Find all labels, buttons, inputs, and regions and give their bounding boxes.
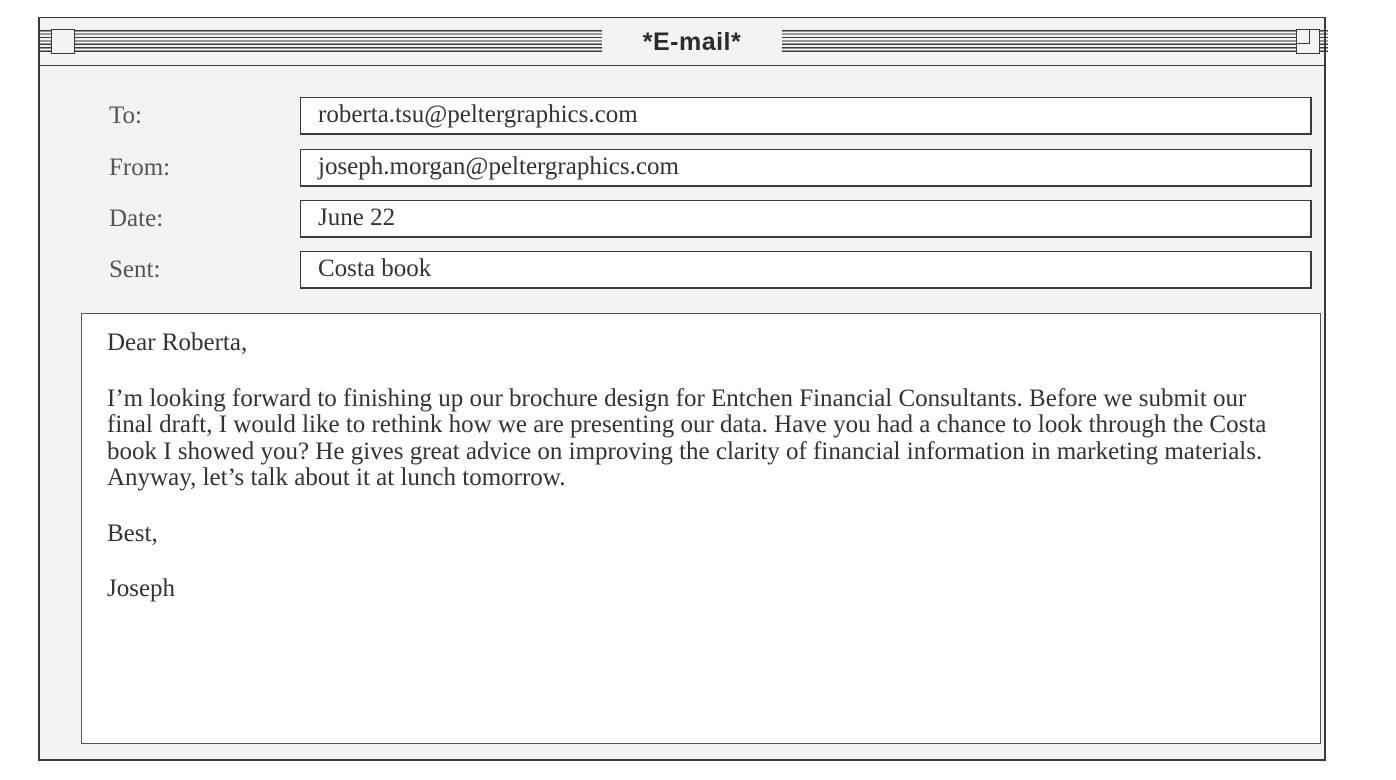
zoom-box-inner — [1297, 30, 1310, 44]
from-field[interactable]: joseph.morgan@peltergraphics.com — [300, 149, 1312, 187]
sent-row — [40, 251, 1324, 291]
close-box-icon[interactable] — [51, 29, 75, 54]
title-bar-stripes-left — [40, 30, 602, 54]
message-closing: Best, — [107, 519, 158, 547]
to-row — [40, 97, 1324, 137]
email-window — [38, 17, 1326, 761]
sent-label: Sent: — [109, 256, 161, 283]
message-greeting: Dear Roberta, — [107, 329, 248, 356]
date-label: Date: — [109, 205, 164, 232]
title-bar-stripes-right — [782, 30, 1328, 54]
title-bar[interactable] — [40, 18, 1324, 66]
date-row — [40, 200, 1324, 240]
date-field[interactable]: June 22 — [300, 200, 1312, 238]
to-field[interactable]: roberta.tsu@peltergraphics.com — [300, 97, 1312, 135]
message-body[interactable] — [81, 313, 1321, 744]
window-title: *E-mail* — [642, 28, 742, 56]
to-label: To: — [109, 102, 142, 129]
from-row — [40, 149, 1324, 189]
zoom-box-icon[interactable] — [1296, 29, 1320, 54]
from-label: From: — [109, 154, 171, 181]
sent-field[interactable]: Costa book — [300, 251, 1312, 289]
message-paragraph: I’m looking forward to finishing up our brochure design for Entchen Financial Consultants. Before we submit our final draft, I would like to rethink how we are presenting our data. Have you had a chance to look through the Costa book I showed you? He gives great advice on improving the clarity of financial information in marketing materials. Anyway, let’s talk about it at lunch tomorrow. — [107, 384, 1267, 491]
message-signature: Joseph — [107, 575, 176, 602]
